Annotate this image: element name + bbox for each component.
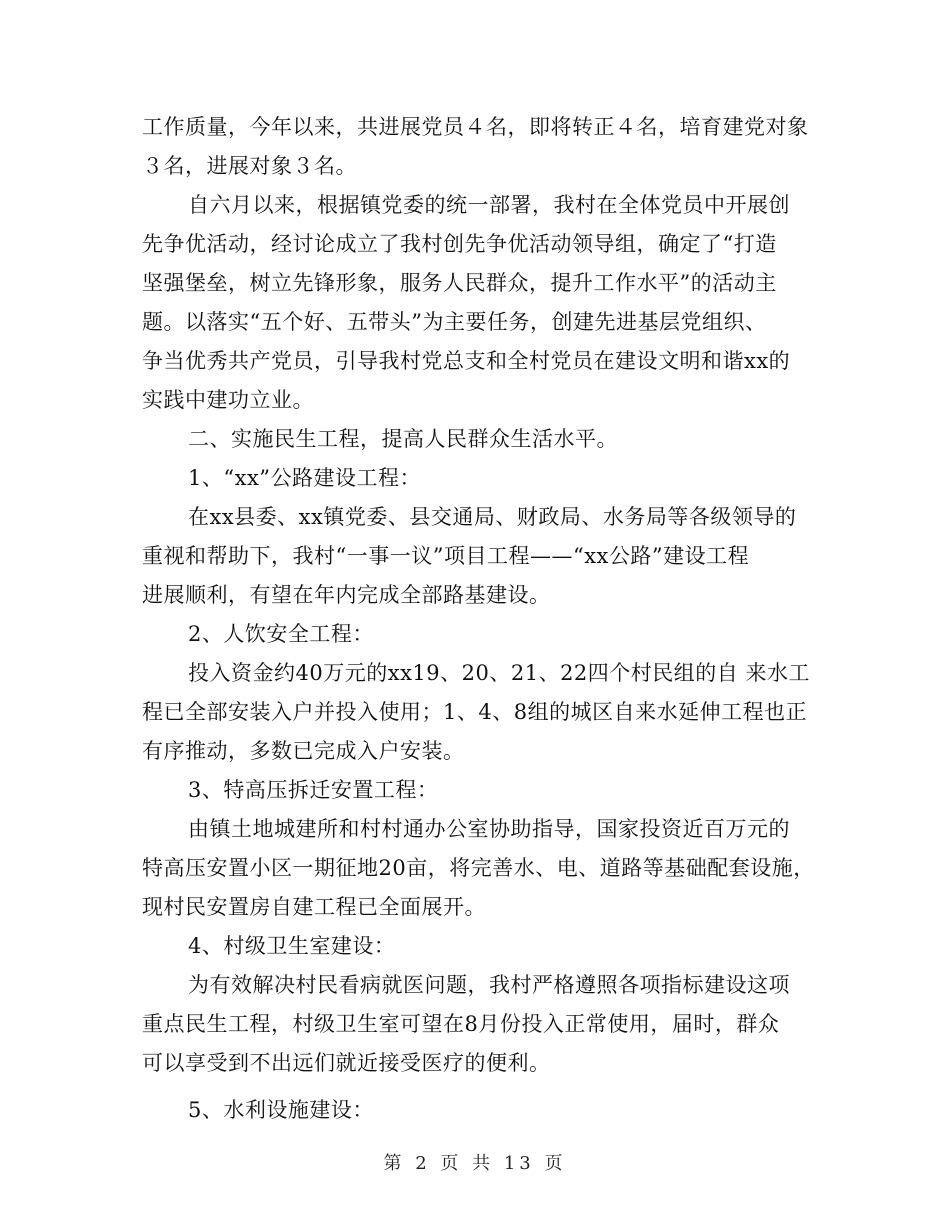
document-body [142,108,822,1130]
body-line: 有序推动，多数已完成入户安装。 [142,739,465,763]
body-line: 工作质量，今年以来，共进展党员４名，即将转正４名，培育建党对象 [142,115,809,139]
paragraph-start-line: 投入资金约40万元的xx19、20、21、22四个村民组的自 来水工 [188,661,810,685]
body-line: 程已全部安装入户并投入使用；1、4、8组的城区自来水延伸工程也正 [142,700,808,724]
body-line: 重视和帮助下，我村“一事一议”项目工程——“xx公路”建设工程 [142,544,750,568]
body-line: 进展顺利，有望在年内完成全部路基建设。 [142,583,551,607]
subsection-heading: 4、村级卫生室建设： [188,934,396,958]
subsection-heading: 1、“xx”公路建设工程： [188,466,422,490]
subsection-heading: 2、人饮安全工程： [188,622,374,646]
subsection-heading: 3、特高压拆迁安置工程： [188,778,439,802]
paragraph-start-line: 在xx县委、xx镇党委、县交通局、财政局、水务局等各级领导的 [188,505,797,529]
paragraph-start-line: 为有效解决村民看病就医问题，我村严格遵照各项指标建设这项 [188,973,790,997]
body-line: 可以享受到不出远们就近接受医疗的便利。 [142,1051,551,1075]
body-line: 实践中建功立业。 [142,388,314,412]
body-line: 坚强堡垒，树立先锋形象，服务人民群众，提升工作水平”的活动主 [142,271,777,295]
body-line: 重点民生工程，村级卫生室可望在8月份投入正常使用，届时，群众 [142,1012,780,1036]
body-line: 先争优活动，经讨论成立了我村创先争优活动领导组，确定了“打造 [142,232,777,256]
paragraph-start-line: 由镇土地城建所和村村通办公室协助指导，国家投资近百万元的 [188,817,790,841]
body-line: 题。以落实“五个好、五带头”为主要任务，创建先进基层党组织、 [142,310,767,334]
subsection-heading: 5、水利设施建设： [188,1098,374,1122]
section-heading: 二、实施民生工程，提高人民群众生活水平。 [188,427,618,451]
body-line: 现村民安置房自建工程已全面展开。 [142,895,486,919]
paragraph-start-line: 自六月以来，根据镇党委的统一部署，我村在全体党员中开展创 [188,193,790,217]
page-number-footer: 第 2 页 共 13 页 [383,1153,567,1174]
body-line: 争当优秀共产党员，引导我村党总支和全村党员在建设文明和谐xx的 [142,349,791,373]
body-line: 特高压安置小区一期征地20亩，将完善水、电、道路等基础配套设施， [142,856,815,880]
body-line: ３名，进展对象３名。 [142,154,357,178]
